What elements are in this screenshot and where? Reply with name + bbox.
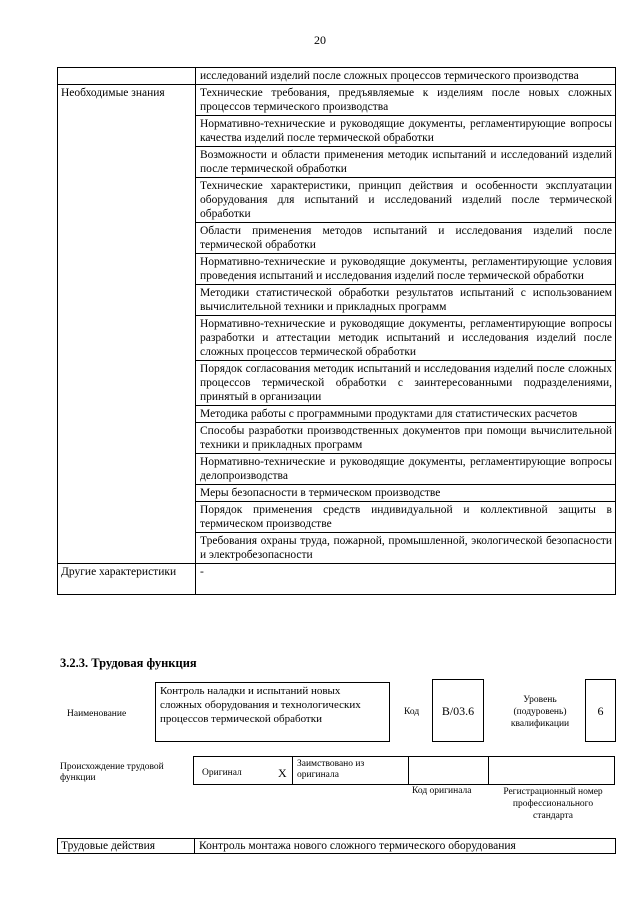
code-box: B/03.6 [432,679,484,742]
name-label: Наименование [67,709,127,719]
page-number: 20 [314,33,326,47]
original-code-label: Код оригинала [412,786,472,796]
labor-actions-value: Контроль монтажа нового сложного термического оборудования [194,838,616,854]
origin-mark: X [278,766,287,780]
knowledge-item: Методики статистической обработки результатов испытаний с использованием вычислительной техники и прикладных программ [196,285,616,316]
reg-number-cell [488,756,615,785]
knowledge-item: Нормативно-технические и руководящие документы, регламентирующие вопросы делопроизводства [196,454,616,485]
origin-borrowed-text: Заимствовано из оригинала [297,759,365,780]
knowledge-item: Технические требования, предъявляемые к изделиям после новых сложных процессов термического производства [196,85,616,116]
knowledge-item: Порядок согласования методик испытаний и исследования изделий после сложных процессов термической обработки с заинтересованными подразделениями, принятый в организации [196,361,616,406]
knowledge-item: Нормативно-технические и руководящие документы, регламентирующие вопросы качества изделий после термической обработки [196,116,616,147]
origin-original-text: Оригинал [202,768,242,778]
origin-row [193,756,615,785]
table-row [58,68,616,85]
origin-label: Происхождение трудовой функции [60,762,164,783]
code-label: Код [404,707,420,717]
knowledge-table [57,67,616,595]
table-row [58,564,616,595]
knowledge-label: Необходимые знания [58,85,196,564]
knowledge-item: Требования охраны труда, пожарной, промышленной, экологической безопасности и электробезопасности [196,533,616,564]
table-row [58,85,616,116]
knowledge-item: Способы разработки производственных документов при помощи вычислительной техники и прикладных программ [196,423,616,454]
top-fragment-cell: исследований изделий после сложных процессов термического производства [196,68,616,85]
knowledge-item: Нормативно-технические и руководящие документы, регламентирующие вопросы разработки и аттестации методик испытаний и исследования изделий после сложных процессов термической обработки [196,316,616,361]
labor-actions-row [57,838,616,854]
knowledge-item: Технические характеристики, принцип действия и особенности эксплуатации оборудования для испытаний и исследований изделий после термической обработки [196,178,616,223]
original-code-cell [408,756,489,785]
other-characteristics-label: Другие характеристики [58,564,196,595]
knowledge-item: Нормативно-технические и руководящие документы, регламентирующие условия проведения испытаний и исследования изделий после термической обработки [196,254,616,285]
labor-actions-label: Трудовые действия [57,838,195,854]
section-heading: 3.2.3. Трудовая функция [60,656,197,670]
origin-original-cell [193,756,293,785]
function-name-box: Контроль наладки и испытаний новых сложных оборудования и технологических процессов термической обработки [155,682,390,742]
knowledge-item: Возможности и области применения методик испытаний и исследований изделий после термической обработки [196,147,616,178]
reg-number-label: Регистрационный номер профессионального стандарта [503,787,603,821]
level-box: 6 [585,679,616,742]
knowledge-item: Методика работы с программными продуктами для статистических расчетов [196,406,616,423]
origin-borrowed-cell [292,756,409,785]
knowledge-item: Области применения методов испытаний и исследования изделий после термической обработки [196,223,616,254]
empty-label-cell [58,68,196,85]
knowledge-item: Порядок применения средств индивидуальной и коллективной защиты в термическом производстве [196,502,616,533]
other-characteristics-value: - [196,564,616,595]
knowledge-item: Меры безопасности в термическом производстве [196,485,616,502]
level-label: Уровень (подуровень) квалификации [510,695,570,729]
